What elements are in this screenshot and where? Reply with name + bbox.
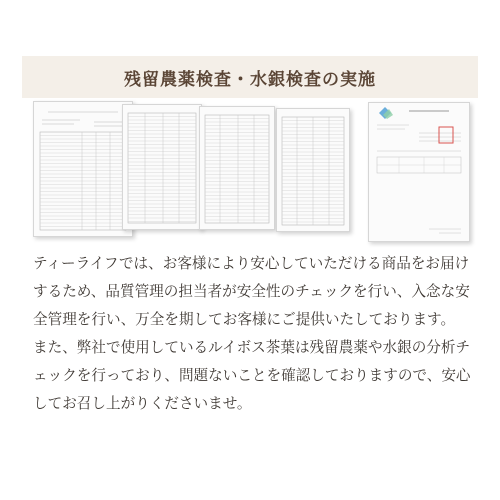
red-seal-stamp — [439, 127, 453, 143]
certificate-image — [369, 103, 469, 241]
report-table-image — [34, 102, 132, 236]
title-banner — [22, 56, 478, 98]
banner-title: 残留農薬検査・水銀検査の実施 — [124, 69, 376, 90]
report-table-image — [123, 105, 201, 229]
certificate-logo-icon — [379, 107, 393, 119]
description-paragraph-2: また、弊社で使用しているルイボス茶葉は残留農薬や水銀の分析チェックを行っており、問題ないことを確認しておりますので、安心してお召し上がりくださいませ。 — [33, 339, 471, 412]
pesticide-report-sheet-2 — [122, 104, 202, 230]
mercury-test-certificate — [368, 102, 470, 242]
pesticide-report-sheet-3 — [199, 106, 275, 230]
pesticide-report-sheet-4 — [276, 108, 350, 232]
report-table-image — [277, 109, 349, 231]
pesticide-report-sheet-1 — [33, 101, 133, 237]
report-table-image — [200, 107, 274, 229]
description-paragraph-1: ティーライフでは、お客様により安心していただける商品をお届けするため、品質管理の担当者が安全性のチェックを行い、入念な安全管理を行い、万全を期してお客様にご提供いたしております。 — [33, 255, 470, 328]
description-text — [33, 250, 473, 418]
document-images — [0, 100, 500, 240]
